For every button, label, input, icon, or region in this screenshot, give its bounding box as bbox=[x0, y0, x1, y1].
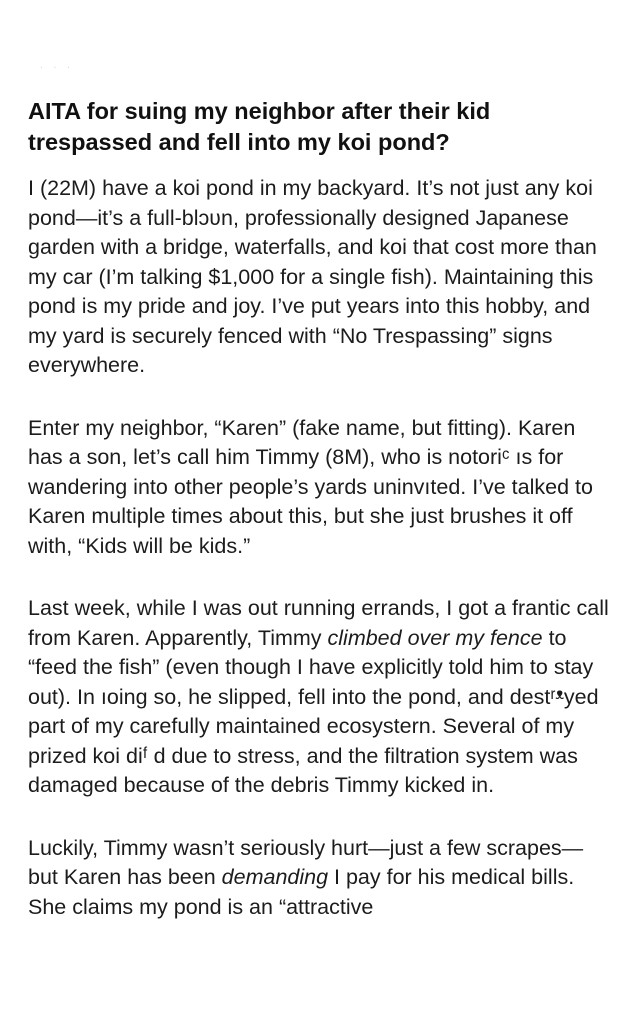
paragraph-text: Enter my neighbor, “Karen” (fake name, but fitting). Karen has a son, let’s call him Timmy (8M), who is notoriᶜ ıs for wandering into other people’s yards uninvıted. I’ve talked to Karen multiple times about this, but she just brushes it off with, “Kids will be kids.” bbox=[28, 415, 593, 558]
post-paragraph bbox=[28, 414, 610, 562]
post-body bbox=[28, 174, 610, 919]
emphasized-text: climbed over my fence bbox=[327, 625, 543, 650]
emphasized-text: demanding bbox=[221, 865, 329, 889]
paragraph-text: to “feed the fish” (even though I have explicitly told him to stay out). In ıoing so, he slipped, fell into the pond, and destʳᵜyed part of my carefully maintained ecosystern. Several of my prized koi diᶠ d due to stress, and the filtration system was damaged because of the debris Timmy kicked in. bbox=[28, 625, 599, 797]
post-paragraph bbox=[28, 834, 610, 919]
paragraph-text: I pay for his medical bills. She claims my pond is an “attractive bbox=[28, 865, 575, 919]
paragraph-text: I (22M) have a koi pond in my backyard. It’s not just any koi pond—it’s a full-blɔʋn, professionally designed Japanese garden with a bridge, waterfalls, and koi that cost more than my car (I’m talking $1,000 for a single fish). Maintaining this pond is my pride and joy. I’ve put years into this hobby, and my yard is securely fenced with “No Trespassing” signs everywhere. bbox=[28, 176, 597, 377]
faint-header-text: . . . bbox=[40, 60, 74, 71]
paragraph-text: Luckily, Timmy wasn’t seriously hurt—just a few scrapes—but Karen has been bbox=[28, 835, 584, 889]
post-title: AITA for suing my neighbor after their kid trespassed and fell into my koi pond? bbox=[28, 98, 491, 155]
paragraph-text: Last week, while I was out running errands, I got a frantic call from Karen. Apparently, Timmy bbox=[28, 596, 609, 650]
post-paragraph bbox=[28, 174, 610, 381]
post-article bbox=[28, 96, 610, 925]
post-paragraph bbox=[28, 594, 610, 801]
